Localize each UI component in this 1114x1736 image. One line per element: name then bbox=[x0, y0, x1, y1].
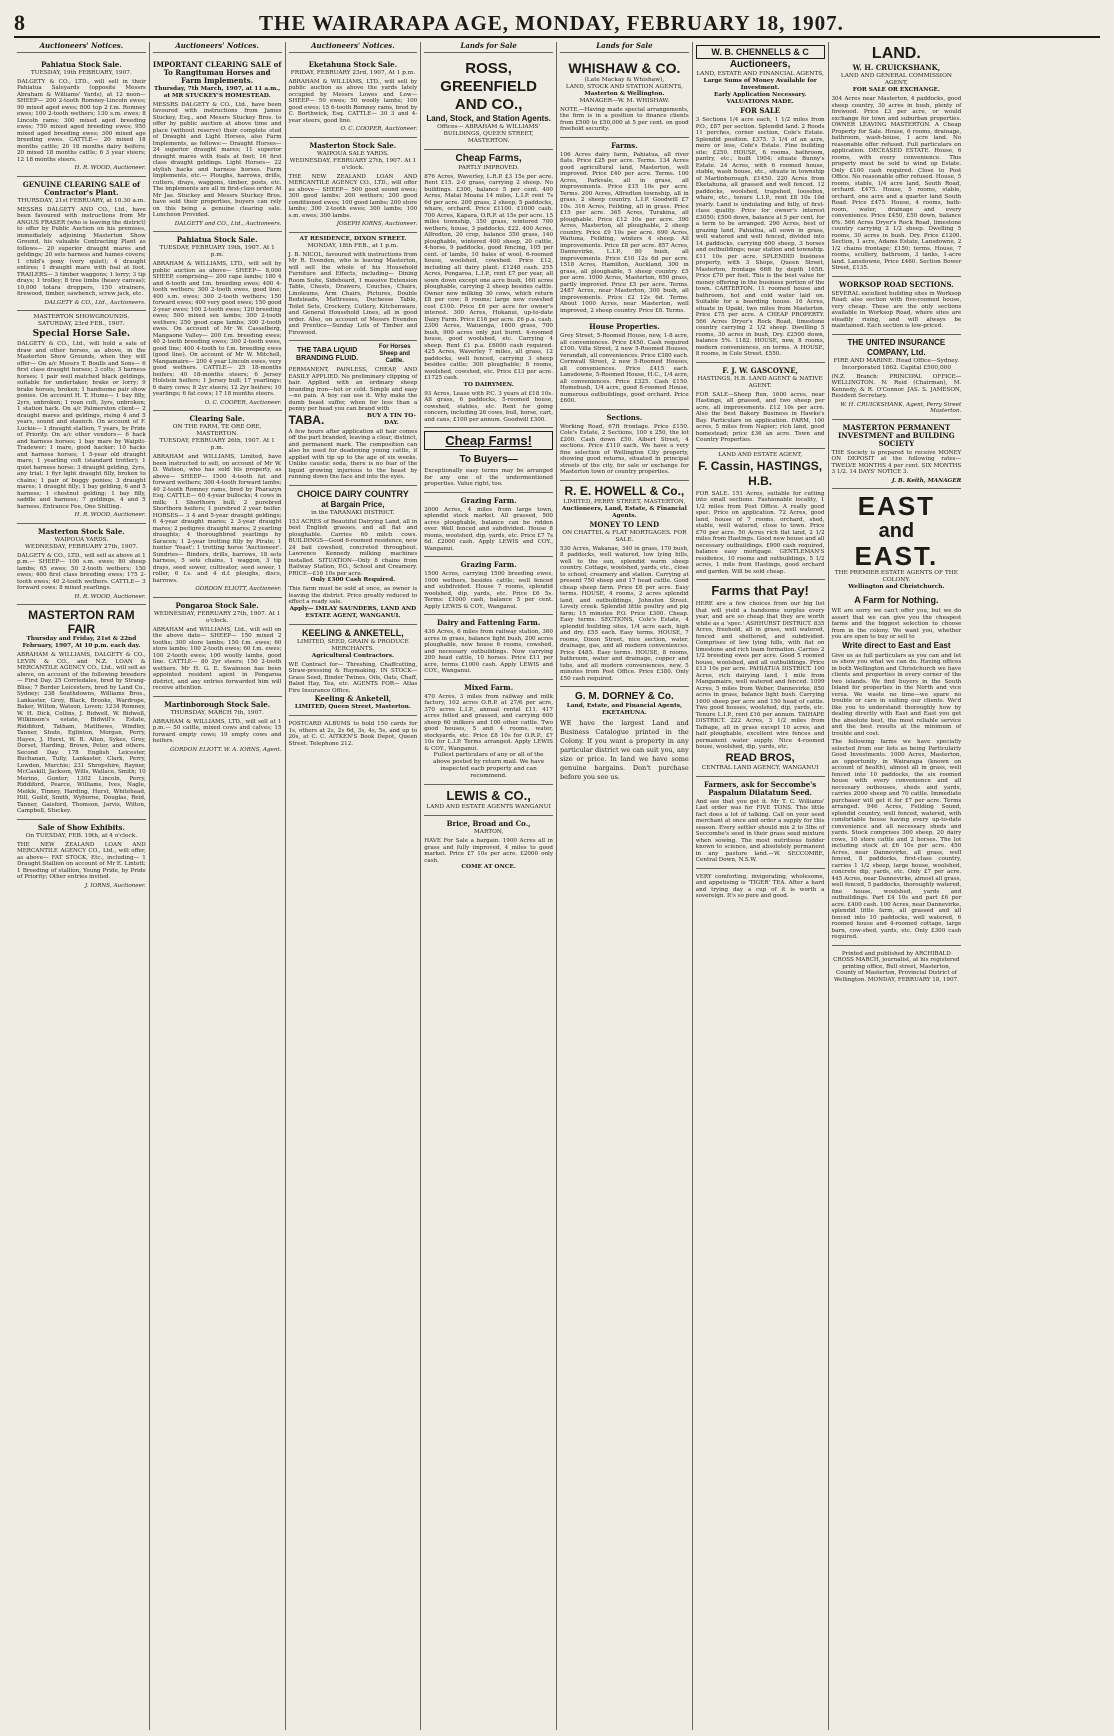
ad-sub: THE PREMIER ESTATE AGENTS OF THE COLONY. bbox=[834, 570, 959, 583]
ad-sub-3: Large Sums of Money Available for Investment. bbox=[703, 78, 817, 91]
ad-signature: DALGETY and CO., Ltd., Auctioneers. bbox=[174, 220, 282, 227]
ad-sub-2: Wellington and Christchurch. bbox=[848, 584, 945, 590]
ad-taba-branding bbox=[289, 341, 418, 486]
ad-title: Martinborough Stock Sale. bbox=[164, 699, 271, 709]
ad-ross-greenfield bbox=[424, 57, 553, 150]
ad-body: WE Contract for— Threshing, Chaffcutting, Straw-pressing & Haymaking. IN STOCK— Grass Seed, Binder Twines, Oils, Oats, Chaff, Baled Hay, Tea, etc. AGENTS FOR— Atlas Fire Insurance Office. bbox=[288, 661, 418, 694]
ad-body: Exceptionally easy terms may be arranged for any one of the undermentioned properties. Value right, too. bbox=[424, 468, 553, 487]
ad-sub-2: TO DAIRYMEN. bbox=[463, 381, 514, 388]
ad-big-2: and bbox=[878, 520, 915, 542]
ad-title-2: READ BROS, bbox=[725, 751, 795, 764]
ad-body: THE NEW ZEALAND LOAN AND MERCANTILE AGENCY CO., LTD., will offer as above— SHEEP— 500 good sound ewes; 300 good lambs; 200 wethers; 200 good conditioned ewes; 100 good lambs; 200 store lambs; 300 2-tooth ewes; 300 lambs; 100 s.m. ewes; 300 lambs. bbox=[288, 173, 418, 219]
column-4 bbox=[421, 42, 557, 1730]
ad-house-properties bbox=[560, 319, 689, 410]
ad-worksop-road bbox=[832, 277, 962, 335]
ad-signature: O. C. COOPER, Auctioneer. bbox=[340, 126, 418, 132]
ad-tail: COME AT ONCE. bbox=[461, 864, 516, 870]
ad-sub-3: ON CHATTEL & FLAT MORTGAGES. FOR SALE. bbox=[562, 529, 687, 543]
ad-sub-4: MANAGER—W. M. WHISHAW. bbox=[579, 97, 670, 104]
ad-date: TUESDAY, FEBRUARY 26th, 1907. At 1 p.m. bbox=[159, 438, 275, 451]
ad-body: HERE are a few choices from our big list that will yield a handsome surplus every year, and are so cheap that they are worth while as a 'spec.' ASHHURST DISTRICT. 835 Acres, freehold, all in grass, well watered, fenced and sheltered, and subdivided. Comprises of low lying hills, with flat on limestone and rich loam formation. Carries 2 1/2 breeding ewes per acre. Good 5 roomed house, woolshed, and all outbuildings. Price £13 10s per acre. PAHIATUA DISTRICT. 100 Acres, rich dairying land, 1 mile from Mangamaire, well watered and fenced. 1099 Acres, 5 miles from Weber, Dannevirke, 850 acres in grass, balance light bush. Carrying 1600 sheep per acre and 150 head of cattle. Two good houses, woolshed, dip, yards, etc. Tenure L.I.P., rent £16 per annum. TAIHAPE DISTRICT. 222 Acres, 3 1/2 miles from Taihape, all in grass except 10 acres, and half ploughable, excellent wire fences and permanent water supply. Nice 4-roomed house, woolshed, dip, yards, etc. bbox=[695, 601, 825, 750]
ad-farms-that-pay bbox=[696, 580, 825, 777]
ad-title: G. M. DORNEY & Co. bbox=[575, 691, 674, 702]
ad-sub: LAND AND ESTATE AGENTS WANGANUI bbox=[426, 804, 551, 810]
ad-title: Farms. bbox=[611, 140, 638, 150]
ad-signature: J. B. Keith, MANAGER bbox=[891, 477, 962, 484]
ad-sub: WAIPOUA YARDS. bbox=[54, 536, 109, 543]
ad-body: 436 Acres, 6 miles from railway station, 360 acres in grass, balance light bush, 200 acres ploughable, new house 6 rooms, cowshed, and necessary outbuildings. Now carrying 200 head cattle, 10 horses. Price £11 per acre, terms £1000 cash. Apply LEWIS and COY., Wanganui. bbox=[424, 629, 553, 674]
newspaper-title: THE WAIRARAPA AGE, MONDAY, FEBRUARY 18, 1907. bbox=[259, 11, 844, 35]
ad-signature: Apply— IMLAY SAUNDERS, LAND AND ESTATE AGENT, WANGANUI. bbox=[289, 605, 417, 619]
imprint: Printed and published by ARCHIBALD CROSS MARCH, journalist, at his registered printing office, Bull street, Masterton, County of Masterton, Provincial District of Wellington. MONDAY, FEBRUARY 18, 1907. bbox=[833, 950, 960, 983]
ad-pahiatua-stock-sale-2 bbox=[153, 232, 282, 411]
ad-lewis-co bbox=[424, 785, 553, 816]
ad-body: FOR SALE—Sheep Run, 1600 acres, near Hastings, all grassed, and two sheep per acre, all improvements. £12 10s per acre. Also the best Bakery Business in Hawke's Bay. Particulars on application. FARM, 100 acres, 5 miles from Napier; rich land, good homestead; price £36 an acre. Town and Country Properties. bbox=[695, 391, 825, 443]
ad-body: MESSRS DALGETY & CO., Ltd., have been favoured with instructions from James Stuckey, Esq., and Messrs Stuckey Bros. to offer by public auction at above time and place (without reserve) their complete stud of Draught and Light Horses, also Farm Implements, as follows:— Draught Horses— 24 superior draught mares; 11 superior draught mares with foals at foot; 16 first class draught geldings. Light Horses— 22 stylish hacks and harness horses. Farm Implements, etc.— Ploughs, harrows, drills, cutters, drays, waggons, timber, posts, etc. The implements are all in first-class order. At Mr Jas. Stuckey and Messrs Stuckey Bros. have sold their properties, buyers can rely on this being a genuine clearing sale. Luncheon Provided. bbox=[152, 101, 282, 218]
ad-grazing-farm-2 bbox=[424, 557, 553, 615]
ad-sub-4: Early Application Necessary. VALUATIONS MADE. bbox=[713, 92, 807, 105]
ad-clearing-sale-rangitumau bbox=[153, 57, 282, 233]
ad-title: MASTERTON PERMANENT INVESTMENT and BUILDING SOCIETY bbox=[838, 422, 955, 448]
ad-body: J. B. NICOL, favoured with instructions from Mr R. Evenden, who is leaving Masterton, will sell the whole of his Household Furniture and Effects, including— Dining Room Suite, Sideboard, 1 massive Extension Table, Chests, Drawers, Couches, Chairs, Linoleums, Arm Chairs, Pictures, Double Bedsteads, Mattresses, Duchesse Table, Toilet Sets, Crockery, Cutlery, Kitchenware, and General Household Lines, all in good order. Also, on account of Messrs Evenden and Prentice—Sunday Lots of Timber and Firewood. bbox=[288, 251, 418, 336]
ad-title-2: MONEY TO LEND bbox=[589, 519, 660, 529]
ad-masterton-stock-sale-2 bbox=[289, 138, 418, 233]
page-number: 8 bbox=[14, 10, 25, 35]
ad-sub-2: Auctioneers, Land, Estate, & Financial Agents. bbox=[561, 505, 687, 519]
ad-title: Brice, Broad and Co., bbox=[446, 819, 531, 828]
ad-signature: DALGETY & CO., Ltd., Auctioneers. bbox=[44, 299, 146, 306]
ad-body: SEVERAL excellent building sites in Worksop Road; also section with five-roomed house, very cheap. These are the only sections available in Worksop Road, where sites are steadily rising, and will always be maintained. Each section is low-priced. bbox=[831, 290, 962, 329]
ad-contractors-plant bbox=[17, 177, 146, 312]
masthead bbox=[14, 6, 1100, 38]
ad-howell bbox=[560, 481, 689, 688]
ad-title: Cheap Farms, bbox=[455, 152, 522, 164]
ad-date: Thursday, 7th March, 1907, at 11 a.m., at MR STUCKEY'S HOMESTEAD. bbox=[153, 85, 281, 99]
ad-body: MESSRS DALGETY AND CO., Ltd., have been favoured with instructions from Mr ANGUS FRASER (who is leaving the district) to offer by Public Auction on his premises, immediately adjoining Masterton Show Ground, his valuable Contracting Plant as follows— 20 superior draught mares and geldings; 20 sets harness and hames covers; 1 child's pony (very quiet); 4 draught entires; 1 draught mare with foal at foot. TRAILERS— 3 timber waggons; 1 lorry; 3 tip drays; 1 trolley; 8 tree limbs (heavy canvas); 10,000 totara droppers, 150 strainers, firewood, timber, sawbench, screw jack, etc. bbox=[17, 206, 146, 297]
ad-body: 153 ACRES of Beautiful Dairying Land, all in best English grasses, and all flat and ploughable. Carries 60 milch cows. BUILDINGS—Good 6-roomed residence, new 24 bail cowshed, concreted throughout. Lawrence Kennedy milking machines installed. SITUATION—Only 8 chains from Railway Station, P.O., School and Creamery. PRICE—£16 10s per acre. bbox=[288, 518, 418, 577]
ad-signature: W. H. CRUICKSHANK, Agent, Perry Street Masterton. bbox=[840, 401, 962, 414]
ad-whishaw bbox=[560, 57, 689, 138]
column-6 bbox=[693, 42, 829, 1730]
ad-date: MASTERTON SHOWGROUNDS. SATURDAY, 23rd FEB., 1907. bbox=[33, 314, 130, 327]
ad-title: F. J. W. GASCOYNE, bbox=[722, 365, 798, 375]
ad-title: Mixed Farm. bbox=[464, 682, 514, 692]
ad-title: Masterton Stock Sale. bbox=[309, 140, 397, 150]
ad-imprint bbox=[832, 946, 962, 988]
column-header: Lands for Sale bbox=[560, 42, 689, 53]
ad-postcard-albums bbox=[289, 716, 418, 751]
ad-sub: MARTON, bbox=[473, 829, 504, 835]
ad-sub-2: LAND, STOCK AND STATION AGENTS, bbox=[565, 83, 683, 90]
ad-big-1: EAST bbox=[857, 491, 936, 521]
column-5 bbox=[557, 42, 693, 1730]
ad-title: A Farm for Nothing. bbox=[854, 595, 939, 605]
ad-title: KEELING & ANKETELL, bbox=[302, 627, 404, 638]
ad-signature: GORDON ELIOTT, Auctioneer. bbox=[195, 586, 282, 592]
ad-date: FRIDAY, FEBRUARY 23rd, 1907, At 1 p.m. bbox=[290, 69, 416, 76]
ad-body: 2000 Acres, 4 miles from large town, splendid stock market. All grassed, 500 acres ploughable, balance can be ridden over. Well fenced and subdivided. House 8 rooms, woolshed, dip, yards, etc. Price £7 7s 6d. £2000 cash. Apply LEWIS and COY., Wanganui. bbox=[424, 506, 553, 552]
ad-body-2: 93 Acres, Lease with P.C. 3 years at £18 10s. All grass, 6 paddocks, 5-roomed house, cowshed, stables, etc. Rent for going concern, including 26 cows, bull, horse, cart, and cans, £100 per annum. Goodwill £300. bbox=[424, 390, 553, 423]
ad-sub: PARTLY IMPROVED. bbox=[458, 164, 519, 171]
ad-terms: Only £300 Cash Required. bbox=[310, 577, 396, 583]
ad-masterton-stock-sale bbox=[17, 524, 146, 606]
ad-body: (N.Z. Branch: PRINCIPAL OFFICE—WELLINGTON. N. Reid (Chairman), M. Kennedy, & R. O'Connor. JAS. S. JAMESON, Resident Secretary. bbox=[831, 373, 962, 399]
ad-title: Sale of Show Exhibits. bbox=[37, 822, 125, 832]
ad-body: 876 Acres, Waverley, L.R.P. £3 15s per acre. Rent £15. 2-0 grass, carrying 2 sheep. No buildings. £300, balance 5 per cent. 400 Acres, Matai Moana 14 miles, L.I.P. rent 7s 6d per acre. 200 grass, 2 sheep, 5 paddocks, whare, orchard. Price £1100. £1000 cash. 700 Acres, Kapara, O.R.P. at 15s per acre. 15 miles township, 350 grass, wintered 700 wethers, house, 3 paddocks, £22. 400 Acres, Alfredton, 20 crop, balance 350 grass, 140 ploughable, wintered 400 sheep, 20 cattle, 4-horse, 9 paddocks, good fencing, 105 per cent. of lambs, 10 bales of wool, 6-roomed house, woolshed, cowshed. Price £12, including all dairy plant. £1248 cash. 255 Acres, Pongaroa, L.I.P., rent £7 per year, all sown down except one acre bush, 160 acres ploughable, carrying 2 sheep besides cattle. Owner now milking 30 cows, which return £8 per cow; 8 rooms; large new cowshed cost £100. Price £6 per acre for owner's interest. 300 Acres, Hukanui, up-to-date Dairy Farm. Price £16 per acre. £6 p.a. cash. 2300 Acres, Waiuenga, 1600 grass, 700 bush, 900 acres only just burnt. 4-roomed house, good woolshed, etc. Carrying 4 sheep. Rent £1 p.a. £6000 cash required. 425 Acres, Waverley 7 miles, all grass, 12 paddocks, well fenced, carrying 3 sheep besides cattle; 300 ploughable; 8 rooms, woolshed, cowshed, etc. Price £13 per acre. £1725 cash. bbox=[424, 173, 553, 381]
ad-date: MONDAY, 18th FEB., at 1 p.m. bbox=[307, 242, 399, 249]
ad-title: IMPORTANT CLEARING SALE of To Rangitumau Horses and Farm Implements. bbox=[152, 59, 282, 85]
ad-body: 530 Acres, Wakanae, 340 in grass, 170 bush, 8 paddocks, well watered, low lying hills, well to the sun, splendid warm sheep country. Cottage, woolshed, yards, etc., close to school, creamery and station. Carrying at present 750 sheep and 17 head cattle. Good cheap sheep farm. Price £6 per acre. Easy terms. HOUSE, 4 rooms, 2 acres splendid land, and outbuildings, Johnston Street. Lovely creek. Splendid little poultry and pig farm; 15 minutes P.O. Price £300. Cheap. Easy terms. SECTIONS, Cole's Estate, 4 splendid building sites, 1/4 acre each, high and dry. £55 each. Easy terms. HOUSE, 7 rooms, Dixon Street, nice section, water, drainage, gas, and all modern conveniences. Price £485. Easy terms. HOUSE, 8 rooms, bathroom, water and drainage, copper and tubs, and all modern conveniences, new, 5 minutes from Post Office. Price £380. Only £50 cash required. bbox=[560, 545, 689, 682]
ad-body: WE are sorry we can't offer you, but we do assert that we can give you the cheapest farms and the biggest selection to choose from in the colony. We want you, whether you are open to buy or sell to bbox=[831, 608, 962, 640]
ad-choice-dairy bbox=[289, 486, 418, 625]
ad-eketahuna-stock-sale bbox=[289, 57, 418, 138]
column-header: Lands for Sale bbox=[424, 42, 553, 53]
ad-title: Grazing Farm. bbox=[460, 495, 517, 505]
ad-title: R. E. HOWELL & Co., bbox=[564, 483, 685, 498]
column-3 bbox=[286, 42, 422, 1730]
ad-cheap-farms bbox=[424, 150, 553, 429]
ad-body: ABRAHAM & WILLIAMS, LTD., will sell at 1 p.m.— 50 cattle, mixed cows and calves; 15 forward empty cows; 19 empty cows and heifers. bbox=[152, 718, 282, 744]
ad-title-2: Keeling & Anketell, bbox=[314, 694, 392, 703]
ad-call: Write direct to East and East bbox=[842, 640, 951, 650]
ad-call: BUY A TIN TO-DAY. bbox=[367, 412, 416, 426]
ad-sub: CENTRAL LAND AGENCY, WANGANUI bbox=[701, 764, 819, 771]
column-2 bbox=[150, 42, 286, 1730]
ad-date: On TUESDAY, FEB. 19th, at 4 o'clock. bbox=[25, 832, 138, 839]
ad-title: Cheap Farms! bbox=[424, 431, 553, 450]
ad-body: THE NEW ZEALAND LOAN AND MERCANTILE AGENCY CO., Ltd., will offer, as above— FAT STOCK, Etc., including— 1 Draught Stallion on account of Mr E. Lintott; 1 Breeding of stallion, Young Pride, by Pride of Priority; Other entries invited. bbox=[17, 841, 146, 880]
ad-date: TUESDAY, FEBRUARY 19th, 1907. At 1 p.m. bbox=[159, 245, 275, 258]
ad-date: WEDNESDAY, FEBRUARY 27th, 1907. At 1 o'clock. bbox=[289, 157, 417, 171]
ad-word: TABA. bbox=[288, 412, 325, 427]
ad-date: TUESDAY, 19th FEBRUARY, 1907. bbox=[30, 69, 132, 76]
ad-signature: JOSEPH IORNS, Auctioneer. bbox=[336, 221, 418, 227]
ad-signature: J. IORNS, Auctioneer. bbox=[85, 882, 146, 889]
ad-title: Pongaroa Stock Sale. bbox=[175, 600, 259, 610]
ad-title: Pahiatua Stock Sale. bbox=[40, 59, 122, 69]
ad-date: THURSDAY, 21st FEBRUARY, at 10.30 a.m. bbox=[17, 197, 146, 204]
ad-body: 470 Acres, 3 miles from railway and milk factory, 102 acres O.R.P. at 27/6 per acre, 370 acres L.I.P., annual rental £11. 417 acres felled and grassed, and carrying 600 sheep 60 milkers and 100 other cattle. Two good houses, 5 and 4 rooms, water, stockyards, etc. Price £8 10s for O.R.P., £7 10s for L.I.P. Terms arranged. Apply LEWIS & COY., Wanganui. bbox=[424, 693, 553, 752]
ad-sub: (Late Mackay & Whishaw), bbox=[584, 76, 665, 83]
ad-title: Farms that Pay! bbox=[711, 583, 809, 598]
ad-body-2: Give us as full particulars as you can and let us show you what we can do. Having offices in both Wellington and Christchurch we have clients and properties in every corner of the two islands. We find buyers in the South Island for properties in the North and vice versa. We waste no time—we spare no trouble or care in suiting our clients. We'd like you to understand thoroughly how by dealing directly with East and East you get the absolute best, the most reliable service and the best results at the minimum of trouble and cost. bbox=[831, 652, 962, 737]
ad-paspalum bbox=[696, 777, 825, 869]
ad-body: 1500 Acres, carrying 1500 breeding ewes, 1000 wethers, besides cattle; well fenced and subdivided. House 7 rooms, splendid woolshed, dip, yards, etc. Price £6 5s. Terms: £1000 cash, balance 5 per cent. Apply LEWIS & COY., Wanganui. bbox=[424, 571, 553, 610]
ad-sub: at Bargain Price, bbox=[321, 499, 385, 509]
columns bbox=[14, 42, 1100, 1730]
ad-sub: LIMITED, PERRY STREET, MASTERTON, bbox=[563, 498, 686, 505]
ad-special-horse-sale bbox=[17, 311, 146, 524]
column-7 bbox=[829, 42, 965, 1730]
ad-big-land: LAND. bbox=[871, 45, 921, 62]
ad-date: WEDNESDAY, FEBRUARY 27th, 1907. At 1 o'clock. bbox=[153, 610, 281, 624]
ad-grazing-farm-1 bbox=[424, 493, 553, 558]
ad-title: GENUINE CLEARING SALE of Contractor's Plant. bbox=[22, 179, 141, 197]
ad-title: Farmers, ask for Seccombe's Paspalum Dilatatum Seed. bbox=[703, 779, 817, 797]
ad-sub: LAND AND ESTATE AGENT, bbox=[718, 451, 803, 458]
ad-title: THE UNITED INSURANCE COMPANY, Ltd. bbox=[847, 337, 946, 357]
ad-body: ABRAHAM and WILLIAMS, Limited, have been instructed to sell, on account of Mr W. D. Watson, who has sold his property, as above— SHEEP— 1500 4-tooth fat and forward wethers; 300 4-tooth forward lambs; 40 2-tooth Romney rams, bred by Pharazyn Esq. CATTLE— 60 4-year bullocks; 4 cows in milk; 1 Shorthorn bull; 2 purebred Shorthorn heifers; 1 purebred 2 year heifer. HORSES— 3 4 and 5-year draught geldings; 6 4-year draught mares; 2 3-year draught mares; 2 pedigree draught mares; 2 yearling draughts; 4 thoroughbred yearlings by Saracen; 1 2-year trotting filly by Pirate; 1 hunter 'Yeast'; 1 trotting horse 'Auctioneer'. Sundries— Binders, drills, harrows, 18 sets harness, 5 sets chains, 1 waggon, 3 tip drays, seed sower, cultivator, seed sower, 1 roller, 6 f.s. and 4 d.f. ploughs, discs, harrows. bbox=[152, 454, 282, 584]
ad-brice-broad bbox=[424, 816, 553, 875]
ad-sub: ON THE FARM, TE ORE ORE, MASTERTON. bbox=[172, 424, 262, 437]
ad-body: And see that you get it. Mr T. C. Williams' Last order was for FIVE TONS. This little fact does a lot of talking. Call on your seed merchant at once and order a supply for this season. Every settler should mix 2 to 3lbs of Seccombe's seed in their grass seed mixture when sowing. The most nutritious fodder known to science, and absolutely permanent in any pasture land.—W. SECCOMBE, Central Down, N.S.W. bbox=[695, 798, 825, 863]
ad-sub: Land, Stock, and Station Agents. bbox=[426, 113, 551, 123]
ad-body: ABRAHAM and WILLIAMS, Ltd., will sell on the above date— SHEEP— 150 mixed 2 tooths; 300 store lambs; 150 f.m. ewes; 60 store lambs; 100 2-tooth ewes; 60 f.m. ewes; 100 2-tooth ewes; 100 woolly lambs, good line. CATTLE— 80 2yr steers; 150 2-tooth wethers. Mr H. G. E. Swainson has been appointed resident agent in Pongaroa district, and any entries forwarded him will receive attention. bbox=[152, 626, 282, 691]
ad-signature: H. R. WOOD, Auctioneer. bbox=[74, 512, 146, 518]
ad-title: Grazing Farm. bbox=[460, 560, 517, 569]
ad-title: Clearing Sale. bbox=[189, 414, 245, 423]
ad-building-society bbox=[832, 420, 962, 490]
ad-title: Eketahuna Stock Sale. bbox=[308, 59, 398, 69]
ad-title: Special Horse Sale. bbox=[32, 329, 131, 339]
ad-cruickshank bbox=[832, 42, 962, 277]
ad-title: Sections. bbox=[606, 412, 643, 422]
ad-clearing-sale bbox=[153, 411, 282, 598]
ad-tiger-tea bbox=[696, 869, 825, 904]
ad-pahiatua-stock-sale bbox=[17, 57, 146, 177]
ad-body: DALGETY & CO., LTD., will sell in their Pahiatua Saleyards (opposite Messrs Abraham & Williams' Yards), at 12 noon— SHEEP— 200 2-tooth Romney-Lincoln ewes; 90 mixed aged ewes; 800 top 2 f.m. Romney ewes; 100 2-tooth wethers; 130 s.m. ewes; 8 Lincoln rams; 300 mixed aged breeding ewes; 750 mixed aged breeding ewes; 950 mixed aged breeding ewes; 300 mixed age breeding ewes. CATTLE— 20 mixed 18 months cattle; 20 18 months dairy heifers; 20 mixed 18 months cattle; 6 3 year steers; 12 18 months steers. bbox=[17, 78, 146, 163]
ad-tail: Fullest particulars of any or all of the above posted by return mail. We have inspected each property and can recommend. bbox=[433, 752, 545, 779]
ad-sub: For Horses Sheep and Cattle. bbox=[378, 344, 411, 364]
ad-chennells bbox=[696, 42, 825, 363]
ad-title: ROSS, GREENFIELD AND CO., bbox=[440, 59, 537, 113]
ad-body-3: The following farms we have specially selected from our lists as being Particularly Good Investments. 1000 Acres, Masterton, an opportunity in Wairarapa (known on account of health), almost all in grass, well fenced into 10 paddocks, the six roomed house with every convenience and all necessary outhouses, sheds and yards, carries 2000 sheep and 70 cattle. Immediate purchaser will get it for £7 per acre. Terms arranged. 946 Acres, Feilding Sound, splendid country, well fenced, watered, with comfortable house having every up-to-date convenience and all necessary sheds and yards. Stock comprises 300 sheep, 20 dairy cows, 10 store cattle and 2 horses. The lot including stock at £6 10s per acre. 450 Acres, near Dannevirke, all grass, well fenced, 8 paddocks, first-class country, carries 1 1/2 sheep, large house, woolshed, concrete dip, yards, etc. Only £7 per acre. 445 Acres, near Dannevirke, almost all grass, well fenced, 5 paddocks, thoroughly watered, fine house, woolshed, yards and outbuildings. Part £4 10s and part £6 per acre. £400 cash. 100 Acres, near Dannevirke, splendid little farm, all grassed and all fenced into 10 paddocks, well watered, 6 roomed house and 4-roomed cottage, large barn, cow-shed, yards, etc. Only £300 cash required. bbox=[831, 739, 962, 940]
ad-martinborough-stock-sale bbox=[153, 697, 282, 758]
ad-sub: HASTINGS, H.B. LAND AGENT & NATIVE AGENT. bbox=[697, 375, 823, 389]
ad-body: Working Road, 67ft frontage. Price £150. Cole's Estate, 2 Sections, 100 x 250, the lot £200. Cash down £50. Albert Street, 4 sections. Price £110 each. We have a very fine selection of Wellington City property, showing good returns, situated in principal streets of the city, for sale or exchange for Masterton town or country properties. bbox=[560, 423, 689, 475]
ad-sub-3: LIMITED, Queen Street, Masterton. bbox=[294, 704, 411, 710]
ad-big-3: EAST. bbox=[854, 541, 939, 571]
ad-title: Masterton Stock Sale. bbox=[38, 526, 125, 536]
ad-sub-2: in the TARANAKI DISTRICT. bbox=[311, 509, 395, 516]
ad-residence-sale bbox=[289, 233, 418, 342]
ad-title: Dairy and Fattening Farm. bbox=[436, 618, 541, 627]
ad-body: DALGETY & CO., LTD., will sell as above at 1 p.m.— SHEEP— 100 s.m. ewes; 80 sheep lambs; 65 ewes; 50 2-tooth wethers; 150 ewes; 400 first class breeding ewes; 175 2-tooth ewes; 40 2-tooth wethers. CATTLE— 3 forward cows; 8 mixed yearlings. bbox=[17, 552, 146, 591]
ad-body: PERMANENT, PAINLESS, CHEAP, AND EASILY APPLIED. No preliminary clipping of hair. Applied with an ordinary sheep branding iron—hot or cold. Simple and easy—no pain. A boy can use it. Why make the dumb beast suffer, when for less than a penny per head you can brand with bbox=[288, 367, 418, 412]
ad-signature: H. R. WOOD, Auctioneer. bbox=[74, 165, 146, 171]
ad-note: NOTE.—Having made special arrangements, the firm is in a position to finance clients from £500 to £50,000 at 5 per cent. on good freehold security. bbox=[560, 106, 689, 132]
column-1 bbox=[14, 42, 150, 1730]
ad-offices: Offices— ABRAHAM & WILLIAMS' BUILDINGS, QUEEN STREET, MASTERTON. bbox=[437, 123, 541, 144]
ad-dorney bbox=[560, 687, 689, 786]
column-header: Auctioneers' Notices. bbox=[17, 42, 146, 53]
ad-sub-2: Agricultural Contractors. bbox=[311, 652, 395, 659]
ad-title: CHOICE DAIRY COUNTRY bbox=[297, 488, 409, 499]
ad-ram-fair bbox=[17, 605, 146, 820]
ad-body: THE Society is prepared to receive MONEY ON DEPOSIT at the following rates— TWELVE MONTHS 4 per cent. SIX MONTHS 3 1/2. 14 DAYS' NOTICE 3. bbox=[831, 449, 962, 475]
ad-sub-2: LAND, ESTATE AND FINANCIAL AGENTS, bbox=[696, 71, 824, 77]
ad-date: WEDNESDAY, FEBRUARY 27th, 1907. bbox=[24, 543, 138, 550]
ad-body: POSTCARD ALBUMS to hold 150 cards for 1s, others at 2s, 2s 6d, 3s, 4s, 5s, and up to 20s, at C. C. AITKEN'S Book Depot, Queen Street. Telephone 212. bbox=[288, 721, 418, 747]
ad-signature: GORDON ELIOTT. W. A. IORNS, Agent. bbox=[170, 746, 282, 753]
ad-body: ABRAHAM & WILLIAMS, DALGETY & CO., LEVIN & CO., and N.Z. LOAN & MERCANTILE AGENCY CO., Ltd., will sell as above, on account of the following breeders— First Day. 25 Corriedales, bred by Strang-Bliss; 7 Border Leicesters, bred by Land Co., Sydney; 238 Southdowns, Williams Bros., Lankaster, Grey, Black, Brooks, Wardrope, Baker, Wilton, Watson, Loven; 1234 Romney, W. H. Dick, Collins, J. Bidwell, W. Bidwell, Wilkinson's estate, Bidwill's Estate, Riddiford, Tatham, Matthews, Windley, Tanner, Shute, Eglinton, Morgan, Perry, Hayes, J. Hurst, W. B. Allen, Sykes, Grey, Dorset, Harding, Brown, Peter, and others. Second Day. 178 English Leicester, Buchanan, Tully, Lankaster, Clark, Perry, Lowden, Murchie; 231 Shropshire, Rayner, McCaskill, Jackson, Wills, Wallace, Smith; 10 Merino, Gunter; 1302 Lincoln, Perry, Riddiford, Pearce, Williams, Ives, Nagle, Meikle, Tinney, Harding, Hurst, Whitehead, Hill, Guild, Smith, Wyborne, Douglas, Reid, Tanner, Gaisford, Thomson, Jarvis, Wilton, Campbell, Stuckey. bbox=[17, 652, 146, 814]
ad-body: 106 Acres dairy farm, Pahiatua, all river flats. Price £25 per acre. Terms. 134 Acres good agricultural land, Masterton, well improved. Price £40 per acre. Terms. 100 Acres, Parkvale, all in grass, all improvements. Price £15 10s per acre. Terms. 200 Acres, Alfredton township, all in grass, 2 sheep country. L.I.P. Goodwill £7 10s. 316 Acres, Feilding, all in grass. Price £15 per acre. 365 Acres, Turakina, all ploughable. Price £12 10s per acre. 390 Acres, Masterton, all ploughable, 2 sheep country. Price £9 10s per acre. 690 Acres, Waituna, Feilding, winters 4 sheep. All improvements. Price £8 per acre. 857 Acres, Dannevirke, L.I.P., 80 bush, all improvements. Price £10 12s 6d per acre. 1518 Acres, Hamilton, Auckland, 300 in grass, all ploughable, 5 sheep country. £5 per acre. 1000 Acres, Masterton, 650 grass, partly improved. Price £5 per acre. Terms. 2487 Acres, near Masterton, 300 bush, all improvements. Price £2 12s 6d. Terms. About 1000 Acres, near Masterton, well improved, 2 sheep country. Price £8. Terms. bbox=[560, 151, 689, 314]
ad-title: Pahiatua Stock Sale. bbox=[176, 235, 258, 244]
ad-united-insurance bbox=[832, 335, 962, 420]
ad-title: LEWIS & CO., bbox=[446, 788, 531, 803]
ad-sub: WAIPOUA SALE YARDS. bbox=[316, 150, 389, 157]
ad-body: FOR SALE. 151 Acres, suitable for cutting into small sections. Fashionable locality, 1 1/2 miles from Post Office. A really good spec. Price on application. 72 Acres, good land, house of 7 rooms, orchard, shed, stable, well watered, close to town. Price £70 per acre. 50 Acres rich flat land, 2 1/2 miles from Hastings. Good new house and all necessary outbuildings. £900 cash required, balance easy mortgage. GENTLEMAN'S residence, 10 rooms and outbuildings, 5 1/2 acres, 1 mile from Hastings, good orchard and garden. Will be sold cheap. bbox=[695, 490, 825, 575]
ad-title: AT RESIDENCE, DIXON STREET. bbox=[299, 235, 407, 242]
ad-body-2: This farm must be sold at once, as owner is leaving the district. Price greatly reduced to effect a ready sale. bbox=[288, 586, 418, 605]
ad-signature: H. R. WOOD, Auctioneer. bbox=[74, 593, 146, 600]
ad-sub-3: Masterton & Wellington. bbox=[584, 90, 665, 97]
ad-title: F. Cassin, HASTINGS, H.B. bbox=[698, 458, 823, 488]
ad-body: ABRAHAM & WILLIAMS, LTD., will sell by public auction as above— SHEEP— 8,000 SHEEP, comprising— 200 cape lambs; 180 4 and 6-tooth and f.m. breeding ewes; 400 4-tooth wethers; 300 2-tooth ewes, good line; 400 s.m. ewes; 300 2-tooth wethers; 150 forward ewes; 400 very good ewes; 150 good 2-year ewes; 100 2-tooth ewes; 120 breeding ewes; 500 mixed sex lambs; 300 2-tooth wethers; 250 good cape lambs; 300 2-tooth ewes. On account of Mr W. Casselberg, Mangaone Valley— 200 f.m. breeding ewes; 40 2-tooth breeding ewes; 300 2-tooth ewes, good line; 400 4-tooth to f.m. breeding ewes (good line). On account of Mr W. Mitchell, Mangamaire— 200 4 year Lincoln ewes, very good wethers. CATTLE— 25 18-months heifers; 40 18-months steers; 6 Jersey Holstein heifers; 1 Jersey bull; 17 yearlings; 6 dairy cows; 8 2yr steers; 12 2yr heifers; 10 yearlings; 6 fat cows; 17 18 months steers. bbox=[152, 261, 282, 397]
ad-keeling-anketell bbox=[289, 625, 418, 717]
ad-sub: Land, Estate, and Financial Agents, EKETAHUNA. bbox=[566, 703, 683, 716]
ad-body-2: A few hours after application all hair comes off the part branded, leaving a clear, distinct, and permanent mark. The composition can also be used for deadening young cattle, if applied with tip up to the age of six weeks. Unlike caustic soda, there is no fear of the liquid growing injurious to the beast by running down the face and into the eyes. bbox=[288, 428, 418, 480]
ad-show-exhibits bbox=[17, 820, 146, 894]
ad-cheap-farms-banner bbox=[424, 428, 553, 493]
ad-east-and-east bbox=[832, 489, 962, 946]
ad-sub-2: FOR SALE OR EXCHANGE. bbox=[852, 87, 940, 93]
ad-body: HAVE For Sale a bargain. 1900 Acres all in grass and fully improved, 4 miles to good market. Price £7 10s per acre. £2000 only cash. bbox=[424, 838, 553, 864]
ad-title: THE TABA LIQUID BRANDING FLUID. bbox=[296, 346, 359, 362]
ad-mixed-farm bbox=[424, 680, 553, 786]
ad-title: W. H. CRUICKSHANK, bbox=[852, 63, 941, 72]
ad-sub: FIRE AND MARINE. Head Office—Sydney. Incorporated 1862. Capital £500,000 bbox=[833, 357, 960, 371]
ad-title: W. B. CHENNELLS & C bbox=[696, 45, 825, 59]
ad-sub: Thursday and Friday, 21st & 22nd February, 1907, At 10 p.m. each day. bbox=[22, 636, 141, 649]
ad-dairy-fattening bbox=[424, 615, 553, 680]
ad-title: MASTERTON RAM FAIR bbox=[28, 608, 135, 636]
ad-title: House Properties. bbox=[589, 322, 660, 331]
ad-body: VERY comforting, invigorating, wholesome, and appetising is 'TIGER' TEA. After a hard and trying day a cup of it is worth a sovereign. It's so pure and good. bbox=[695, 873, 825, 899]
ad-body: 304 Acres near Masterton, 4 paddocks, good sheep country, 30 acres in bush, plenty of firewood. Price £3 per acre, or would exchange for town and suburban properties. OWNER LEAVING MASTERTON. A Cheap Property for Sale. House, 6 rooms, drainage, bathroom, wash-house, 1 acre land. No reasonable offer refused. Full particulars on application. DECEASED ESTATE. House, 6 rooms, with every convenience. This property must be sold to wind up Estate. Only £100 cash required. Close to Post Office. No reasonable offer refused. House, 5 rooms, stable, 1/4 acre land, South Road, orchard. £475. House, 5 rooms, stable, orchard, one acre and a quarter land South Road. Price £475. House, 4 rooms, bath-room, water, drainage and every convenience. Price £450, £50 down, balance 6%. 566 Acres Dryer's Rock Road, limestone country carrying 2 1/2 sheep. Dwelling 5 rooms, 30 acres in bush. Dry. Price £1200. Section, 1 acre, Adams Estate, Lansdowne, 2 1/2 chains frontage; £150; terms. House, 7 rooms, scullery, bathroom, 3 tanks, 1-acre land. Lansdowne, Price £460. Section Bower Street, £135. bbox=[831, 96, 962, 271]
ad-body: 3 Sections 1/4 acre each, 1 1/2 miles from P.O., £87 per section. Splendid land. 2 Roods 11 perches, corner section, Cole's Estate. Splendid position. £375. 3 1/4 of an acre, more or less, Cole's Estate. Fine building site; £250. HOUSE, 6 rooms, bathroom, pantry, etc.; built 1904; situate Bunny's Estate. 24 Acres, with 6 roomed house, stable, wash house, etc., situate in township of Martinborough. £1450. 220 Acres from Eketahuna, all grassed and well fenced. 12 paddocks, woolshed, trapshed, loosebox, whare, etc., tenure L.I.P., rent £8 10s 10d yearly. Land is undulating and hilly, of first-class quality. Price for owner's interest £3050; £500 down, balance at 5 per cent. for a term to be arranged. 290 Acres, best of grazing land, Pahiatua, all sown in grass, well watered and well fenced, divided into 14 paddocks, carrying 600 sheep, 3 horses and outbuildings; near station and township. £11 10s per acre. SPLENDID business property, with 3 Shops, Queen Street, Masterton, frontage 66ft by depth 165ft. Price £70 per foot. This is the best value for money offering in the business portion of the town. CARTERTON. 11 roomed house and bathroom, hot and cold water laid on. Suitable for a boarding house. 16 Acres, situate in Opaki, two miles from Masterton. Price £75 per acre. A CHEAP PROPERTY. 566 Acres Dryer's Rock Road, limestone country carrying 2 1/2 sheep. Dwelling 5 rooms, 30 acres in bush, Dry. £2500 down, balance 5%. 1182. HOUSE, new, 8 rooms, modern conveniences, on terms. A HOUSE, 8 rooms, in Cole Street. £550. bbox=[695, 117, 825, 357]
ad-farms bbox=[560, 138, 689, 320]
ad-body: Grey Street, 5-Roomed House, new, 1-8 acre, all conveniences. Price £450. Cash required £100. Villa Street, 2 new 5-Roomed Houses, verandah, all conveniences. Price £380 each. Cornwall Street, 2 new 5-Roomed Houses, all conveniences. Price £415 each. Lansdowne, 5-Roomed House, H.C., 1/4 acre, all conveniences. Price £325. Cash £150. Homebush, 1/4 acre, good 8-roomed House, numerous outbuildings, good orchard. Price £600. bbox=[560, 333, 689, 404]
ad-body: DALGETY & CO., Ltd., will hold a sale of draw and other horses, as above, in the Masterton Show Grounds, when they will offer— On a/c Messrs T. Boulls and Sons— 6 first class draught horses; 3 colts; 3 harness horses; 1 pair well matched black geldings, suitable for undertaker, brake or lorry; 9 brake horses, broken; 1 handsome pair show ponies. On account H. T. Hume— 1 bay filly, 2yrs, unbroken; 1 roan colt, 3yrs, unbroken; 1 station hack. On a/c Palmerston client— 2 draught mares and geldings, rising 4 and 5 years, sound and staunch. On account of F. Luckie— 1 draught stallion, 7 years, by Pride of Priority. On a/c other vendors— 6 hack and harness horses; 1 bay mare by Waipiti-Tradewer; 1 mare, good hacker; 10 hacks and harness horses; 1 5-year old draught mare; 1 yearling colt (standard trotter); 1 quiet harness horse; 3 draught gelding, 2yrs, any trial; 1 6yr light draught filly, broken to chains; 1 pair of buggy ponies; 3 draught mares; 1 draught filly; 1 bay gelding, 6 and 5 harness; 1 chestnut gelding; 1 bay filly, saddle and harness; 7 geldings, 4 and 5 harness. Entrance Fee, One Shilling. bbox=[17, 341, 146, 510]
ad-sub: Auctioneers, bbox=[729, 59, 791, 70]
ad-date: THURSDAY, MARCH 7th, 1907. bbox=[170, 709, 264, 716]
ad-gascoyne bbox=[696, 363, 825, 449]
ad-pongaroa-stock-sale bbox=[153, 598, 282, 697]
ad-body: WE have the largest Land and Business Catalogue printed in the Colony. If you want a property in any particular district we can suit you, any size or price. In land we have some genuine bargains. Don't purchase before you see us. bbox=[560, 719, 689, 781]
column-header: Auctioneers' Notices. bbox=[153, 42, 282, 53]
ad-signature: O. C. COOPER, Auctioneer. bbox=[204, 399, 282, 406]
ad-sections bbox=[560, 410, 689, 481]
ad-title: WHISHAW & CO. bbox=[568, 59, 681, 76]
ad-cassin bbox=[696, 449, 825, 581]
ad-sub: LAND AND GENERAL COMMISSION AGENT, bbox=[840, 73, 952, 86]
ad-body: ABRAHAM & WILLIAMS, LTD., will sell by public auction as above the yards lately occupied by Messrs Lowes and Low— SHEEP— 50 ewes; 50 woolly lambs; 100 good ewes; 15 6-tooth Romney rams, bred by C. Borthwick, Esq. CATTLE— 30 3 and 4-year steers, good line. bbox=[288, 78, 418, 124]
ad-sub: LIMITED, SEED, GRAIN & PRODUCE MERCHANTS. bbox=[296, 638, 409, 652]
ad-sub: To Buyers— bbox=[459, 454, 518, 465]
ad-title: WORKSOP ROAD SECTIONS. bbox=[838, 279, 954, 289]
column-header: Auctioneers' Notices. bbox=[289, 42, 418, 53]
ad-forsale: FOR SALE bbox=[740, 106, 781, 115]
